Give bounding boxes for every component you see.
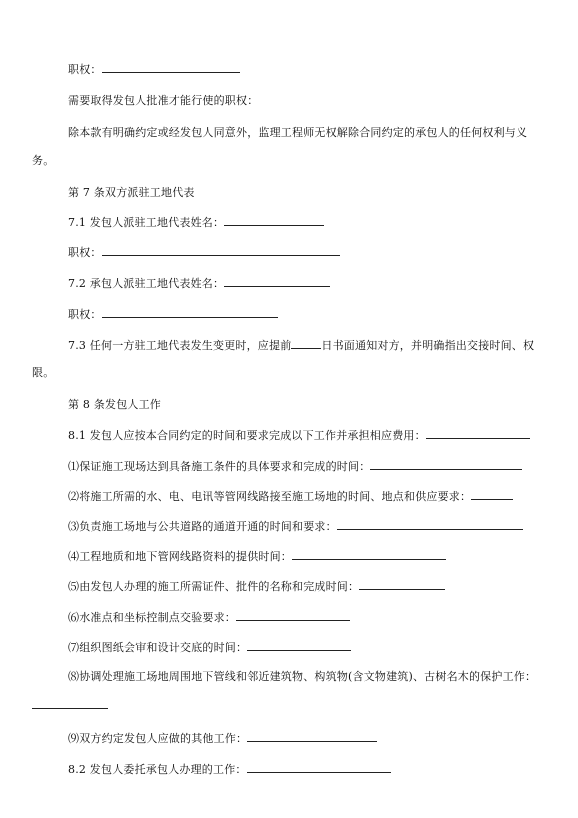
authority-label: 职权： xyxy=(68,63,102,76)
rep-change-notice-end-text: 限。 xyxy=(32,366,55,379)
notice-days-blank[interactable] xyxy=(291,338,321,349)
restriction-clause-text: 除本款有明确约定或经发包人同意外，监理工程师无权解除合同约定的承包人的任何权利与义 xyxy=(68,126,528,139)
employer-work-item-3-text: ⑶负责施工场地与公共道路的通道开通的时间和要求： xyxy=(68,520,337,533)
restriction-clause-end-text: 务。 xyxy=(32,154,55,167)
rep-change-notice-text-a: 7.3 任何一方驻工地代表发生变更时，应提前 xyxy=(68,339,292,352)
rep-change-notice-line xyxy=(68,338,534,353)
employer-work-item-9 xyxy=(68,731,377,746)
employer-work-item-6 xyxy=(68,610,350,625)
employer-rep-name-label: 7.1 发包人派驻工地代表姓名： xyxy=(68,216,225,229)
employer-rep-authority-label: 职权： xyxy=(68,246,102,259)
approval-authority-text: 需要取得发包人批准才能行使的职权： xyxy=(68,94,259,107)
employer-work-item-4-text: ⑷工程地质和地下管网线路资料的提供时间： xyxy=(68,550,292,563)
employer-rep-name-line xyxy=(68,215,324,230)
employer-work-item-2-blank[interactable] xyxy=(471,489,513,500)
contractor-rep-name-label: 7.2 承包人派驻工地代表姓名： xyxy=(68,277,225,290)
authority-blank[interactable] xyxy=(102,62,240,73)
employer-work-item-4 xyxy=(68,549,446,564)
rep-change-notice-text-b: 日书面通知对方，并明确指出交接时间、权 xyxy=(321,339,535,352)
contractor-rep-name-line xyxy=(68,276,330,291)
employer-work-item-8 xyxy=(68,670,536,684)
employer-work-item-6-text: ⑹水准点和坐标控制点交验要求： xyxy=(68,611,236,624)
delegated-work-line xyxy=(68,762,391,777)
employer-work-item-8-continuation xyxy=(32,698,108,713)
delegated-work-blank[interactable] xyxy=(247,762,391,773)
employer-work-item-1-text: ⑴保证施工现场达到具备施工条件的具体要求和完成的时间： xyxy=(68,460,371,473)
employer-work-item-4-blank[interactable] xyxy=(292,549,446,560)
employer-work-item-7-blank[interactable] xyxy=(247,640,351,651)
article-7-heading xyxy=(68,186,195,200)
contractor-rep-authority-blank[interactable] xyxy=(102,307,278,318)
employer-work-item-5 xyxy=(68,579,445,594)
article-8-heading xyxy=(68,398,161,412)
approval-authority-line xyxy=(68,94,258,108)
article-7-title: 第 7 条双方派驻工地代表 xyxy=(68,186,195,199)
employer-work-item-3-blank[interactable] xyxy=(337,519,523,530)
employer-work-item-9-text: ⑼双方约定发包人应做的其他工作： xyxy=(68,732,248,745)
employer-work-item-1 xyxy=(68,459,522,474)
employer-work-item-7 xyxy=(68,640,351,655)
employer-work-item-8-blank[interactable] xyxy=(32,698,108,709)
contractor-rep-authority-line xyxy=(68,307,278,322)
article-8-title: 第 8 条发包人工作 xyxy=(68,398,161,411)
employer-rep-name-blank[interactable] xyxy=(224,215,324,226)
authority-line-1 xyxy=(68,62,240,77)
rep-change-notice-continuation xyxy=(32,366,54,380)
employer-work-item-8-text: ⑻协调处理施工场地周围地下管线和邻近建筑物、构筑物(含文物建筑)、古树名木的保护工作： xyxy=(68,670,537,683)
contractor-rep-name-blank[interactable] xyxy=(224,276,330,287)
employer-work-item-3 xyxy=(68,519,523,534)
restriction-clause-line xyxy=(68,126,527,140)
employer-work-item-6-blank[interactable] xyxy=(236,610,350,621)
employer-work-item-1-blank[interactable] xyxy=(370,459,522,470)
contractor-rep-authority-label: 职权： xyxy=(68,308,102,321)
employer-work-intro-text: 8.1 发包人应按本合同约定的时间和要求完成以下工作并承担相应费用： xyxy=(68,429,426,442)
employer-work-item-5-blank[interactable] xyxy=(359,579,445,590)
employer-work-item-9-blank[interactable] xyxy=(247,731,377,742)
employer-work-item-2-text: ⑵将施工所需的水、电、电讯等管网线路接至施工场地的时间、地点和供应要求： xyxy=(68,490,472,503)
employer-rep-authority-line xyxy=(68,245,340,260)
employer-work-intro-blank[interactable] xyxy=(426,428,530,439)
employer-work-item-7-text: ⑺组织图纸会审和设计交底的时间： xyxy=(68,641,248,654)
employer-work-item-2 xyxy=(68,489,513,504)
employer-work-intro-line xyxy=(68,428,530,443)
delegated-work-text: 8.2 发包人委托承包人办理的工作： xyxy=(68,763,247,776)
employer-work-item-5-text: ⑸由发包人办理的施工所需证件、批件的名称和完成时间： xyxy=(68,580,360,593)
restriction-clause-continuation xyxy=(32,154,54,168)
employer-rep-authority-blank[interactable] xyxy=(102,245,340,256)
